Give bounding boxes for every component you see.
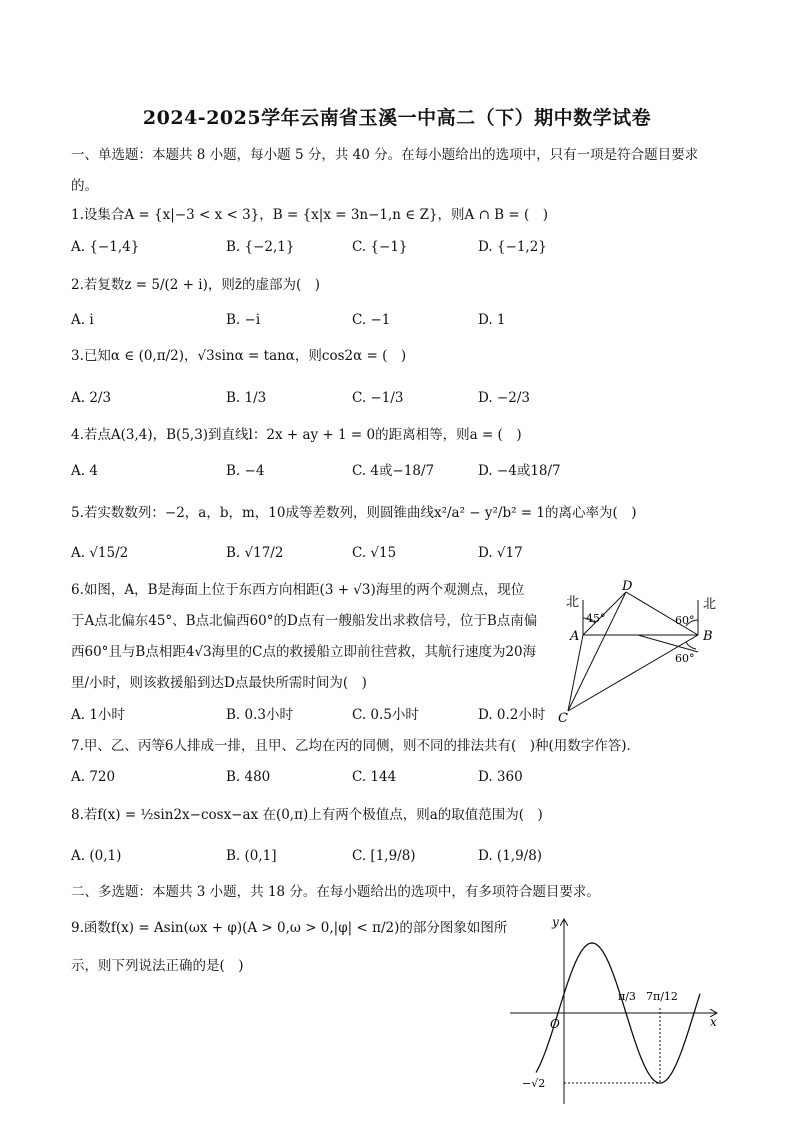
option-c: C. −1/3 — [352, 390, 404, 406]
exam-title: 2024-2025学年云南省玉溪一中高二（下）期中数学试卷 — [142, 107, 652, 129]
segment-ac — [568, 635, 583, 711]
point-b-label: B — [703, 629, 713, 644]
question-9-figure — [508, 912, 728, 1107]
option-c: C. −1 — [352, 312, 391, 328]
option-a: A. 4 — [71, 463, 98, 479]
question-8-stem: 8.若f(x) = ½sin2x−cosx−ax 在(0,π)上有两个极值点，则a的取值范围为( ) — [71, 807, 543, 823]
option-d: D. −2/3 — [478, 390, 530, 406]
north-label-left: 北 — [566, 595, 580, 610]
point-d-label: D — [622, 580, 633, 594]
tick-pi-over-3: π/3 — [618, 990, 636, 1003]
option-c: C. √15 — [352, 545, 397, 561]
option-a: A. {−1,4} — [71, 239, 140, 255]
option-d: D. 360 — [478, 769, 523, 785]
option-b: B. 480 — [226, 769, 271, 785]
north-label-right: 北 — [703, 597, 717, 612]
option-b: B. (0,1] — [226, 848, 277, 864]
option-b: B. −i — [226, 312, 261, 328]
point-c-label: C — [558, 711, 568, 725]
question-6-stem-line-4: 里/小时，则该救援船到达D点最快所需时间为( ) — [71, 675, 367, 691]
option-b: B. √17/2 — [226, 545, 284, 561]
question-6-stem-line-1: 6.如图，A，B是海面上位于东西方向相距(3 + √3)海里的两个观测点，现位 — [71, 582, 525, 598]
question-2-stem: 2.若复数z = 5/(2 + i)，则z̄的虚部为( ) — [71, 277, 321, 293]
option-c: C. [1,9/8) — [352, 848, 416, 864]
tick-7pi-over-12: 7π/12 — [646, 990, 678, 1003]
section-2-heading: 二、多选题：本题共 3 小题，共 18 分。在每小题给出的选项中，有多项符合题目要求。 — [71, 884, 600, 900]
option-d: D. −4或18/7 — [478, 463, 561, 479]
option-b: B. 1/3 — [226, 390, 267, 406]
option-a: A. 720 — [71, 769, 116, 785]
angle-b-bottom-label: 60° — [675, 652, 695, 665]
angle-arc-b-bottom — [686, 642, 696, 649]
option-a: A. 1小时 — [71, 707, 125, 723]
y-tick-neg-sqrt2: −√2 — [522, 1077, 546, 1090]
option-a: A. (0,1) — [71, 848, 122, 864]
option-d: D. 1 — [478, 312, 506, 328]
option-c: C. {−1} — [352, 239, 408, 255]
option-a: A. i — [71, 312, 94, 328]
angle-a-label: 45° — [586, 612, 606, 625]
angle-b-top-label: 60° — [675, 614, 695, 627]
question-6-stem-line-3: 西60°且与B点相距4√3海里的C点的救援船立即前往营救，其航行速度为20海 — [71, 644, 537, 660]
origin-label: O — [550, 1017, 560, 1031]
option-a: A. 2/3 — [71, 390, 112, 406]
question-7-stem: 7.甲、乙、丙等6人排成一排，且甲、乙均在丙的同侧，则不同的排法共有( )种(用数字作答)． — [71, 738, 641, 754]
question-9-stem-line-2: 示，则下列说法正确的是( ) — [71, 958, 244, 974]
y-axis-label: y — [552, 915, 559, 929]
option-b: B. {−2,1} — [226, 239, 295, 255]
section-1-heading: 一、单选题：本题共 8 小题，每小题 5 分，共 40 分。在每小题给出的选项中，只有一项是符合题目要求 — [71, 147, 699, 163]
question-6-figure — [548, 580, 728, 725]
question-9-stem-line-1: 9.函数f(x) = Asin(ωx + φ)(A > 0,ω > 0,|φ| < π/2)的部分图象如图所 — [71, 920, 508, 936]
option-c: C. 0.5小时 — [352, 707, 419, 723]
question-5-stem: 5.若实数数列：−2，a，b，m，10成等差数列，则圆锥曲线x²/a² − y²/b² = 1的离心率为( ) — [71, 505, 637, 521]
option-d: D. 0.2小时 — [478, 707, 546, 723]
question-1-stem: 1.设集合A = {x|−3 < x < 3}，B = {x|x = 3n−1,n ∈ Z}，则A ∩ B = ( ) — [71, 207, 549, 223]
question-6-stem-line-2: 于A点北偏东45°、B点北偏西60°的D点有一艘船发出求救信号，位于B点南偏 — [71, 613, 538, 629]
option-a: A. √15/2 — [71, 545, 129, 561]
option-b: B. −4 — [226, 463, 265, 479]
option-b: B. 0.3小时 — [226, 707, 293, 723]
section-1-heading-cont: 的。 — [71, 178, 98, 194]
option-d: D. {−1,2} — [478, 239, 547, 255]
point-a-label: A — [570, 629, 580, 644]
question-3-stem: 3.已知α ∈ (0,π/2)，√3sinα = tanα，则cos2α = ( ) — [71, 348, 407, 364]
option-c: C. 144 — [352, 769, 397, 785]
option-c: C. 4或−18/7 — [352, 463, 435, 479]
option-d: D. (1,9/8) — [478, 848, 543, 864]
x-axis-label: x — [710, 1015, 717, 1029]
option-d: D. √17 — [478, 545, 523, 561]
segment-b-south — [638, 635, 698, 652]
question-4-stem: 4.若点A(3,4)，B(5,3)到直线l：2x + ay + 1 = 0的距离相等，则a = ( ) — [71, 427, 522, 443]
